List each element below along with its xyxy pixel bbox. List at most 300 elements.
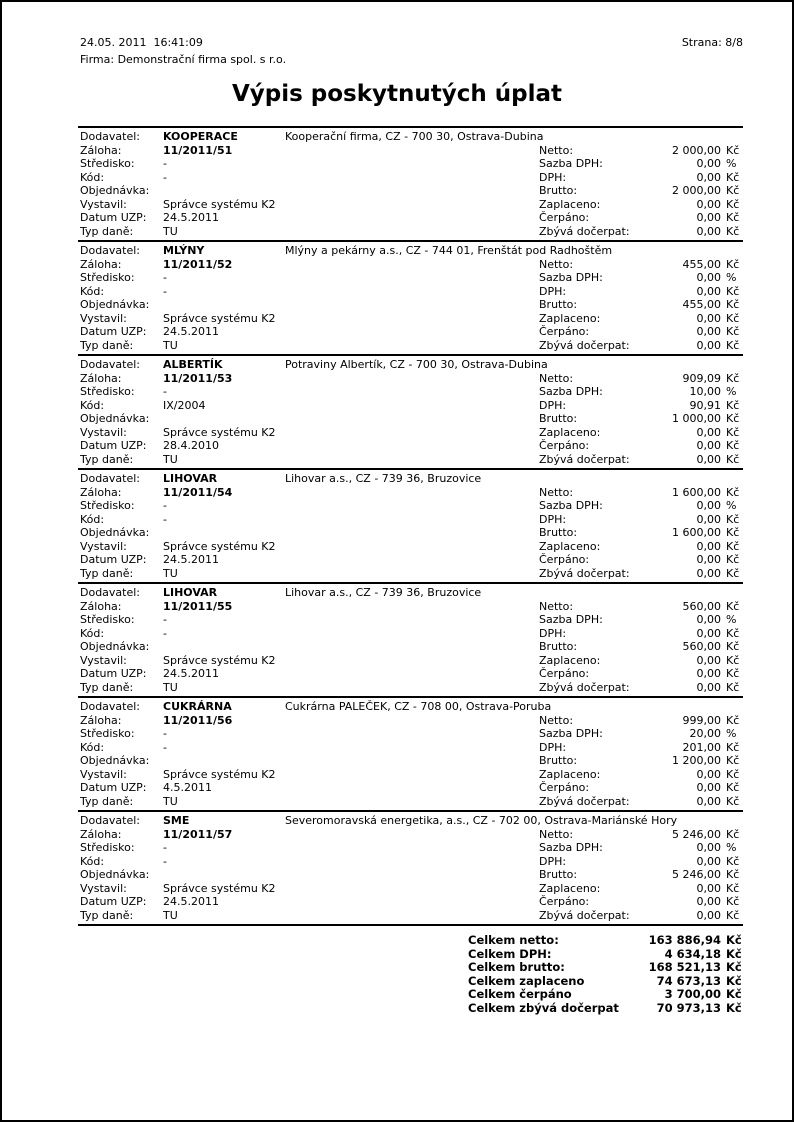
record-row-stredisko-sazba [80, 385, 743, 399]
row-spacer [285, 868, 539, 882]
total-unit: Kč [726, 973, 742, 988]
label-vystavil: Vystavil: [80, 311, 127, 325]
label-objednavka: Objednávka: [80, 184, 150, 197]
dph-value: 201,00 [682, 740, 721, 754]
brutto-value: 455,00 [682, 298, 721, 311]
zbyva-docerpat-unit: Kč [726, 566, 740, 580]
datum-uzp-value: 24.5.2011 [163, 325, 219, 338]
sazba-dph-unit: % [726, 157, 737, 170]
sazba-dph-unit: % [726, 841, 737, 854]
header-datetime: 24.05. 2011 16:41:09 [80, 36, 203, 49]
record-row-supplier [80, 586, 743, 600]
zaloha-number: 11/2011/54 [163, 485, 233, 499]
sazba-dph-value: 0,00 [696, 157, 721, 170]
row-spacer [285, 144, 539, 158]
total-label: Celkem zbývá dočerpat [468, 1000, 619, 1015]
row-spacer [285, 325, 539, 339]
row-spacer [285, 513, 539, 527]
label-dph: DPH: [539, 398, 567, 412]
typ-dane-value: TU [163, 566, 178, 580]
vystavil-value: Správce systému K2 [163, 767, 276, 781]
zbyva-docerpat-value: 0,00 [696, 338, 721, 352]
row-spacer [285, 681, 539, 695]
zaplaceno-unit: Kč [726, 767, 740, 781]
label-dodavatel: Dodavatel: [80, 472, 141, 485]
netto-unit: Kč [726, 713, 740, 727]
cerpano-unit: Kč [726, 781, 740, 794]
sazba-dph-unit: % [726, 499, 737, 512]
brutto-value: 5 246,00 [672, 868, 721, 881]
label-netto: Netto: [539, 371, 574, 385]
row-spacer [285, 627, 539, 641]
supplier-code: LIHOVAR [163, 472, 218, 485]
row-spacer [285, 909, 539, 923]
zaplaceno-unit: Kč [726, 881, 740, 895]
record-row-datum-cerpano [80, 439, 743, 453]
label-objednavka: Objednávka: [80, 526, 150, 539]
typ-dane-value: TU [163, 680, 178, 694]
label-zbyva-docerpat: Zbývá dočerpat: [539, 566, 630, 580]
total-value: 3 700,00 [664, 987, 721, 1002]
payment-record [78, 812, 743, 926]
label-dph: DPH: [539, 626, 567, 640]
label-zbyva-docerpat: Zbývá dočerpat: [539, 338, 630, 352]
row-spacer [285, 640, 539, 654]
label-objednavka: Objednávka: [80, 412, 150, 425]
label-zaplaceno: Zaplaceno: [539, 539, 601, 553]
label-zbyva-docerpat: Zbývá dočerpat: [539, 908, 630, 922]
row-spacer [285, 412, 539, 426]
supplier-code: LIHOVAR [163, 586, 218, 599]
cerpano-value: 0,00 [696, 667, 721, 680]
kod-value: - [163, 512, 167, 526]
supplier-name: Severomoravská energetika, a.s., CZ - 702 00, Ostrava-Mariánské Hory [285, 814, 678, 827]
netto-unit: Kč [726, 485, 740, 499]
zaloha-number: 11/2011/51 [163, 143, 233, 157]
label-vystavil: Vystavil: [80, 767, 127, 781]
label-cerpano: Čerpáno: [539, 553, 590, 566]
zbyva-docerpat-unit: Kč [726, 908, 740, 922]
total-row [78, 961, 743, 975]
label-objednavka: Objednávka: [80, 298, 150, 311]
label-cerpano: Čerpáno: [539, 667, 590, 680]
kod-value: - [163, 740, 167, 754]
objednavka-value [163, 412, 285, 426]
supplier-name: Lihovar a.s., CZ - 739 36, Bruzovice [285, 472, 482, 485]
record-row-datum-cerpano [80, 667, 743, 681]
zaplaceno-value: 0,00 [696, 197, 721, 211]
record-row-supplier [80, 244, 743, 258]
totals-section [78, 934, 743, 1016]
brutto-value: 1 600,00 [672, 526, 721, 539]
record-row-supplier [80, 130, 743, 144]
supplier-name: Mlýny a pekárny a.s., CZ - 744 01, Frenštát pod Radhoštěm [285, 244, 613, 257]
objednavka-value [163, 298, 285, 312]
label-kod: Kód: [80, 284, 105, 298]
label-zaplaceno: Zaplaceno: [539, 197, 601, 211]
row-spacer [285, 285, 539, 299]
sazba-dph-value: 0,00 [696, 499, 721, 512]
vystavil-value: Správce systému K2 [163, 197, 276, 211]
record-row-datum-cerpano [80, 781, 743, 795]
record-row-kod-dph [80, 741, 743, 755]
record-row-objednavka-brutto [80, 526, 743, 540]
record-row-vystavil-zaplaceno [80, 768, 743, 782]
supplier-name: Kooperační firma, CZ - 700 30, Ostrava-Dubina [285, 130, 544, 143]
dph-value: 0,00 [696, 854, 721, 868]
label-datum-uzp: Datum UZP: [80, 553, 147, 566]
zaplaceno-unit: Kč [726, 539, 740, 553]
netto-unit: Kč [726, 371, 740, 385]
total-unit: Kč [726, 987, 742, 1002]
row-spacer [285, 198, 539, 212]
cerpano-value: 0,00 [696, 781, 721, 794]
total-unit: Kč [726, 946, 742, 961]
label-zaloha: Záloha: [80, 713, 122, 727]
row-spacer [285, 258, 539, 272]
record-row-stredisko-sazba [80, 613, 743, 627]
row-spacer [285, 795, 539, 809]
datum-uzp-value: 24.5.2011 [163, 895, 219, 908]
record-row-zaloha-netto [80, 486, 743, 500]
total-label: Celkem zaplaceno [468, 973, 585, 988]
record-row-kod-dph [80, 627, 743, 641]
label-dodavatel: Dodavatel: [80, 586, 141, 599]
label-cerpano: Čerpáno: [539, 325, 590, 338]
record-row-vystavil-zaplaceno [80, 540, 743, 554]
header-firm: Firma: Demonstrační firma spol. s r.o. [80, 53, 287, 66]
label-dph: DPH: [539, 854, 567, 868]
row-spacer [285, 882, 539, 896]
label-cerpano: Čerpáno: [539, 895, 590, 908]
row-spacer [285, 312, 539, 326]
label-cerpano: Čerpáno: [539, 781, 590, 794]
label-netto: Netto: [539, 599, 574, 613]
zbyva-docerpat-value: 0,00 [696, 908, 721, 922]
label-dph: DPH: [539, 170, 567, 184]
stredisko-value: - [163, 157, 167, 170]
label-dodavatel: Dodavatel: [80, 700, 141, 713]
dph-unit: Kč [726, 512, 740, 526]
zaplaceno-unit: Kč [726, 653, 740, 667]
label-typ-dane: Typ daně: [80, 794, 134, 808]
sazba-dph-value: 0,00 [696, 271, 721, 284]
payment-record [78, 584, 743, 698]
dph-value: 90,91 [689, 398, 721, 412]
label-objednavka: Objednávka: [80, 868, 150, 881]
row-spacer [285, 271, 539, 285]
supplier-code: MLÝNY [163, 244, 205, 257]
row-spacer [285, 613, 539, 627]
record-row-supplier [80, 700, 743, 714]
zaloha-number: 11/2011/56 [163, 713, 233, 727]
label-kod: Kód: [80, 626, 105, 640]
row-spacer [285, 714, 539, 728]
record-row-zaloha-netto [80, 828, 743, 842]
netto-value: 909,09 [682, 371, 721, 385]
record-row-vystavil-zaplaceno [80, 882, 743, 896]
record-row-objednavka-brutto [80, 184, 743, 198]
record-row-typdane-zbyva [80, 339, 743, 353]
label-dodavatel: Dodavatel: [80, 130, 141, 143]
record-row-typdane-zbyva [80, 681, 743, 695]
netto-unit: Kč [726, 257, 740, 271]
datum-uzp-value: 28.4.2010 [163, 439, 219, 452]
row-spacer [285, 426, 539, 440]
total-label: Celkem DPH: [468, 946, 552, 961]
cerpano-value: 0,00 [696, 211, 721, 224]
label-zbyva-docerpat: Zbývá dočerpat: [539, 224, 630, 238]
label-zbyva-docerpat: Zbývá dočerpat: [539, 680, 630, 694]
payment-record [78, 242, 743, 356]
record-row-objednavka-brutto [80, 868, 743, 882]
record-row-supplier [80, 814, 743, 828]
label-datum-uzp: Datum UZP: [80, 439, 147, 452]
label-dph: DPH: [539, 740, 567, 754]
stredisko-value: - [163, 385, 167, 398]
label-stredisko: Středisko: [80, 727, 135, 740]
zbyva-docerpat-value: 0,00 [696, 224, 721, 238]
label-kod: Kód: [80, 170, 105, 184]
row-spacer [285, 439, 539, 453]
label-typ-dane: Typ daně: [80, 338, 134, 352]
label-sazba-dph: Sazba DPH: [539, 385, 603, 398]
row-spacer [285, 600, 539, 614]
label-netto: Netto: [539, 257, 574, 271]
row-spacer [285, 754, 539, 768]
zbyva-docerpat-unit: Kč [726, 680, 740, 694]
row-spacer [285, 399, 539, 413]
label-brutto: Brutto: [539, 184, 578, 197]
record-row-typdane-zbyva [80, 795, 743, 809]
label-zaplaceno: Zaplaceno: [539, 881, 601, 895]
total-label: Celkem netto: [468, 933, 559, 947]
label-typ-dane: Typ daně: [80, 224, 134, 238]
label-stredisko: Středisko: [80, 157, 135, 170]
label-brutto: Brutto: [539, 298, 578, 311]
row-spacer [285, 768, 539, 782]
label-typ-dane: Typ daně: [80, 908, 134, 922]
netto-value: 999,00 [682, 713, 721, 727]
cerpano-unit: Kč [726, 895, 740, 908]
records-container [78, 126, 743, 926]
record-row-objednavka-brutto [80, 412, 743, 426]
record-row-stredisko-sazba [80, 157, 743, 171]
row-spacer [285, 453, 539, 467]
brutto-unit: Kč [726, 640, 740, 653]
supplier-code: ALBERTÍK [163, 358, 223, 371]
netto-value: 5 246,00 [672, 827, 721, 841]
report-header [80, 36, 743, 67]
label-kod: Kód: [80, 740, 105, 754]
record-row-typdane-zbyva [80, 567, 743, 581]
typ-dane-value: TU [163, 224, 178, 238]
dph-value: 0,00 [696, 626, 721, 640]
zaplaceno-unit: Kč [726, 311, 740, 325]
label-stredisko: Středisko: [80, 841, 135, 854]
brutto-value: 1 200,00 [672, 754, 721, 767]
cerpano-unit: Kč [726, 439, 740, 452]
vystavil-value: Správce systému K2 [163, 653, 276, 667]
objednavka-value [163, 754, 285, 768]
payment-record [78, 356, 743, 470]
netto-unit: Kč [726, 827, 740, 841]
netto-unit: Kč [726, 143, 740, 157]
label-brutto: Brutto: [539, 640, 578, 653]
record-row-supplier [80, 358, 743, 372]
cerpano-unit: Kč [726, 553, 740, 566]
supplier-name: Cukrárna PALEČEK, CZ - 708 00, Ostrava-Poruba [285, 700, 552, 713]
record-row-zaloha-netto [80, 714, 743, 728]
label-brutto: Brutto: [539, 754, 578, 767]
label-typ-dane: Typ daně: [80, 452, 134, 466]
row-spacer [285, 828, 539, 842]
label-netto: Netto: [539, 143, 574, 157]
payment-record [78, 470, 743, 584]
netto-value: 1 600,00 [672, 485, 721, 499]
record-row-datum-cerpano [80, 211, 743, 225]
netto-value: 2 000,00 [672, 143, 721, 157]
total-label: Celkem čerpáno [468, 987, 572, 1002]
label-zaloha: Záloha: [80, 143, 122, 157]
vystavil-value: Správce systému K2 [163, 881, 276, 895]
record-row-supplier [80, 472, 743, 486]
label-zaplaceno: Zaplaceno: [539, 311, 601, 325]
label-vystavil: Vystavil: [80, 653, 127, 667]
brutto-value: 560,00 [682, 640, 721, 653]
row-spacer [285, 339, 539, 353]
label-brutto: Brutto: [539, 868, 578, 881]
cerpano-value: 0,00 [696, 439, 721, 452]
row-spacer [285, 486, 539, 500]
record-row-zaloha-netto [80, 372, 743, 386]
record-row-datum-cerpano [80, 325, 743, 339]
total-label: Celkem brutto: [468, 960, 565, 975]
brutto-unit: Kč [726, 298, 740, 311]
total-value: 168 521,13 [648, 960, 721, 975]
objednavka-value [163, 184, 285, 198]
record-row-zaloha-netto [80, 258, 743, 272]
row-spacer [285, 567, 539, 581]
row-spacer [285, 781, 539, 795]
stredisko-value: - [163, 499, 167, 512]
label-zaloha: Záloha: [80, 827, 122, 841]
zaplaceno-unit: Kč [726, 197, 740, 211]
label-kod: Kód: [80, 512, 105, 526]
record-row-typdane-zbyva [80, 453, 743, 467]
label-typ-dane: Typ daně: [80, 680, 134, 694]
record-row-zaloha-netto [80, 144, 743, 158]
zaloha-number: 11/2011/52 [163, 257, 233, 271]
brutto-unit: Kč [726, 526, 740, 539]
row-spacer [285, 841, 539, 855]
label-zaloha: Záloha: [80, 257, 122, 271]
zaplaceno-value: 0,00 [696, 311, 721, 325]
stredisko-value: - [163, 271, 167, 284]
brutto-unit: Kč [726, 754, 740, 767]
kod-value: - [163, 854, 167, 868]
datum-uzp-value: 24.5.2011 [163, 211, 219, 224]
record-row-datum-cerpano [80, 895, 743, 909]
brutto-unit: Kč [726, 184, 740, 197]
netto-unit: Kč [726, 599, 740, 613]
record-row-objednavka-brutto [80, 754, 743, 768]
dph-unit: Kč [726, 854, 740, 868]
vystavil-value: Správce systému K2 [163, 425, 276, 439]
label-sazba-dph: Sazba DPH: [539, 841, 603, 854]
vystavil-value: Správce systému K2 [163, 539, 276, 553]
row-spacer [285, 225, 539, 239]
row-spacer [285, 211, 539, 225]
dph-unit: Kč [726, 626, 740, 640]
zaplaceno-value: 0,00 [696, 881, 721, 895]
sazba-dph-unit: % [726, 613, 737, 626]
row-spacer [285, 895, 539, 909]
record-row-objednavka-brutto [80, 640, 743, 654]
sazba-dph-value: 10,00 [689, 385, 721, 398]
record-row-stredisko-sazba [80, 271, 743, 285]
row-spacer [285, 157, 539, 171]
label-dodavatel: Dodavatel: [80, 358, 141, 371]
record-row-kod-dph [80, 399, 743, 413]
total-value: 163 886,94 [648, 933, 721, 947]
dph-value: 0,00 [696, 512, 721, 526]
record-row-zaloha-netto [80, 600, 743, 614]
record-row-vystavil-zaplaceno [80, 654, 743, 668]
row-spacer [285, 741, 539, 755]
label-objednavka: Objednávka: [80, 640, 150, 653]
label-datum-uzp: Datum UZP: [80, 667, 147, 680]
supplier-code: SME [163, 814, 190, 827]
label-brutto: Brutto: [539, 526, 578, 539]
row-spacer [285, 385, 539, 399]
row-spacer [285, 171, 539, 185]
stredisko-value: - [163, 841, 167, 854]
label-datum-uzp: Datum UZP: [80, 211, 147, 224]
objednavka-value [163, 526, 285, 540]
brutto-unit: Kč [726, 412, 740, 425]
zaplaceno-value: 0,00 [696, 767, 721, 781]
label-zaplaceno: Zaplaceno: [539, 425, 601, 439]
kod-value: - [163, 170, 167, 184]
total-value: 4 634,18 [664, 946, 721, 961]
row-spacer [285, 667, 539, 681]
total-unit: Kč [726, 1000, 742, 1015]
record-row-kod-dph [80, 513, 743, 527]
total-unit: Kč [726, 933, 742, 947]
zbyva-docerpat-unit: Kč [726, 794, 740, 808]
netto-value: 455,00 [682, 257, 721, 271]
record-row-datum-cerpano [80, 553, 743, 567]
cerpano-unit: Kč [726, 211, 740, 224]
record-row-vystavil-zaplaceno [80, 198, 743, 212]
label-sazba-dph: Sazba DPH: [539, 613, 603, 626]
objednavka-value [163, 868, 285, 882]
typ-dane-value: TU [163, 452, 178, 466]
label-vystavil: Vystavil: [80, 539, 127, 553]
label-sazba-dph: Sazba DPH: [539, 157, 603, 170]
zbyva-docerpat-unit: Kč [726, 224, 740, 238]
record-row-kod-dph [80, 171, 743, 185]
label-dodavatel: Dodavatel: [80, 244, 141, 257]
objednavka-value [163, 640, 285, 654]
zaplaceno-unit: Kč [726, 425, 740, 439]
dph-unit: Kč [726, 170, 740, 184]
vystavil-value: Správce systému K2 [163, 311, 276, 325]
row-spacer [285, 184, 539, 198]
row-spacer [285, 553, 539, 567]
label-zbyva-docerpat: Zbývá dočerpat: [539, 452, 630, 466]
